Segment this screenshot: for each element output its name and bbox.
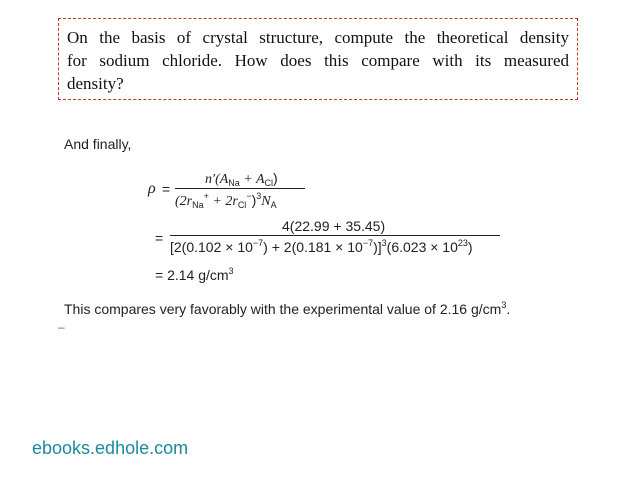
stray-dash: – [58, 320, 65, 334]
formula-denominator: $(2r_{Na}^+ + 2r_{Cl}^-)^3N_A$ [175, 191, 277, 210]
numeric-denominator: $[2(0.102 \times 10^{-7}) + 2(0.181 \times 10^{-7})]^3(6.023 \times 10^{23})$ [170, 238, 473, 255]
numeric-numerator: 4(22.99 + 35.45) [282, 218, 386, 234]
numeric-fraction-bar [170, 235, 500, 236]
question-line-1: On the basis of crystal structure, compute the theoretical density [67, 28, 569, 47]
formula-fraction-bar [175, 188, 305, 189]
solution-intro: And finally, [64, 136, 132, 152]
rho-symbol: ρ [148, 180, 156, 197]
equals-sign-2: = [155, 230, 164, 246]
formula-numerator: $n'(A_{Na} + A_{Cl})$ [205, 170, 278, 188]
footer-link[interactable]: ebooks.edhole.com [32, 438, 189, 458]
equals-sign: = [162, 181, 171, 197]
result-line: = 2.14 $g/cm^3$ [155, 266, 234, 283]
question-line-3: density? [67, 74, 124, 93]
question-line-2: for sodium chloride. How does this compare with its measured [67, 51, 569, 70]
conclusion-text: This compares very favorably with the experimental value of 2.16 $g/cm^3$. [64, 300, 511, 317]
